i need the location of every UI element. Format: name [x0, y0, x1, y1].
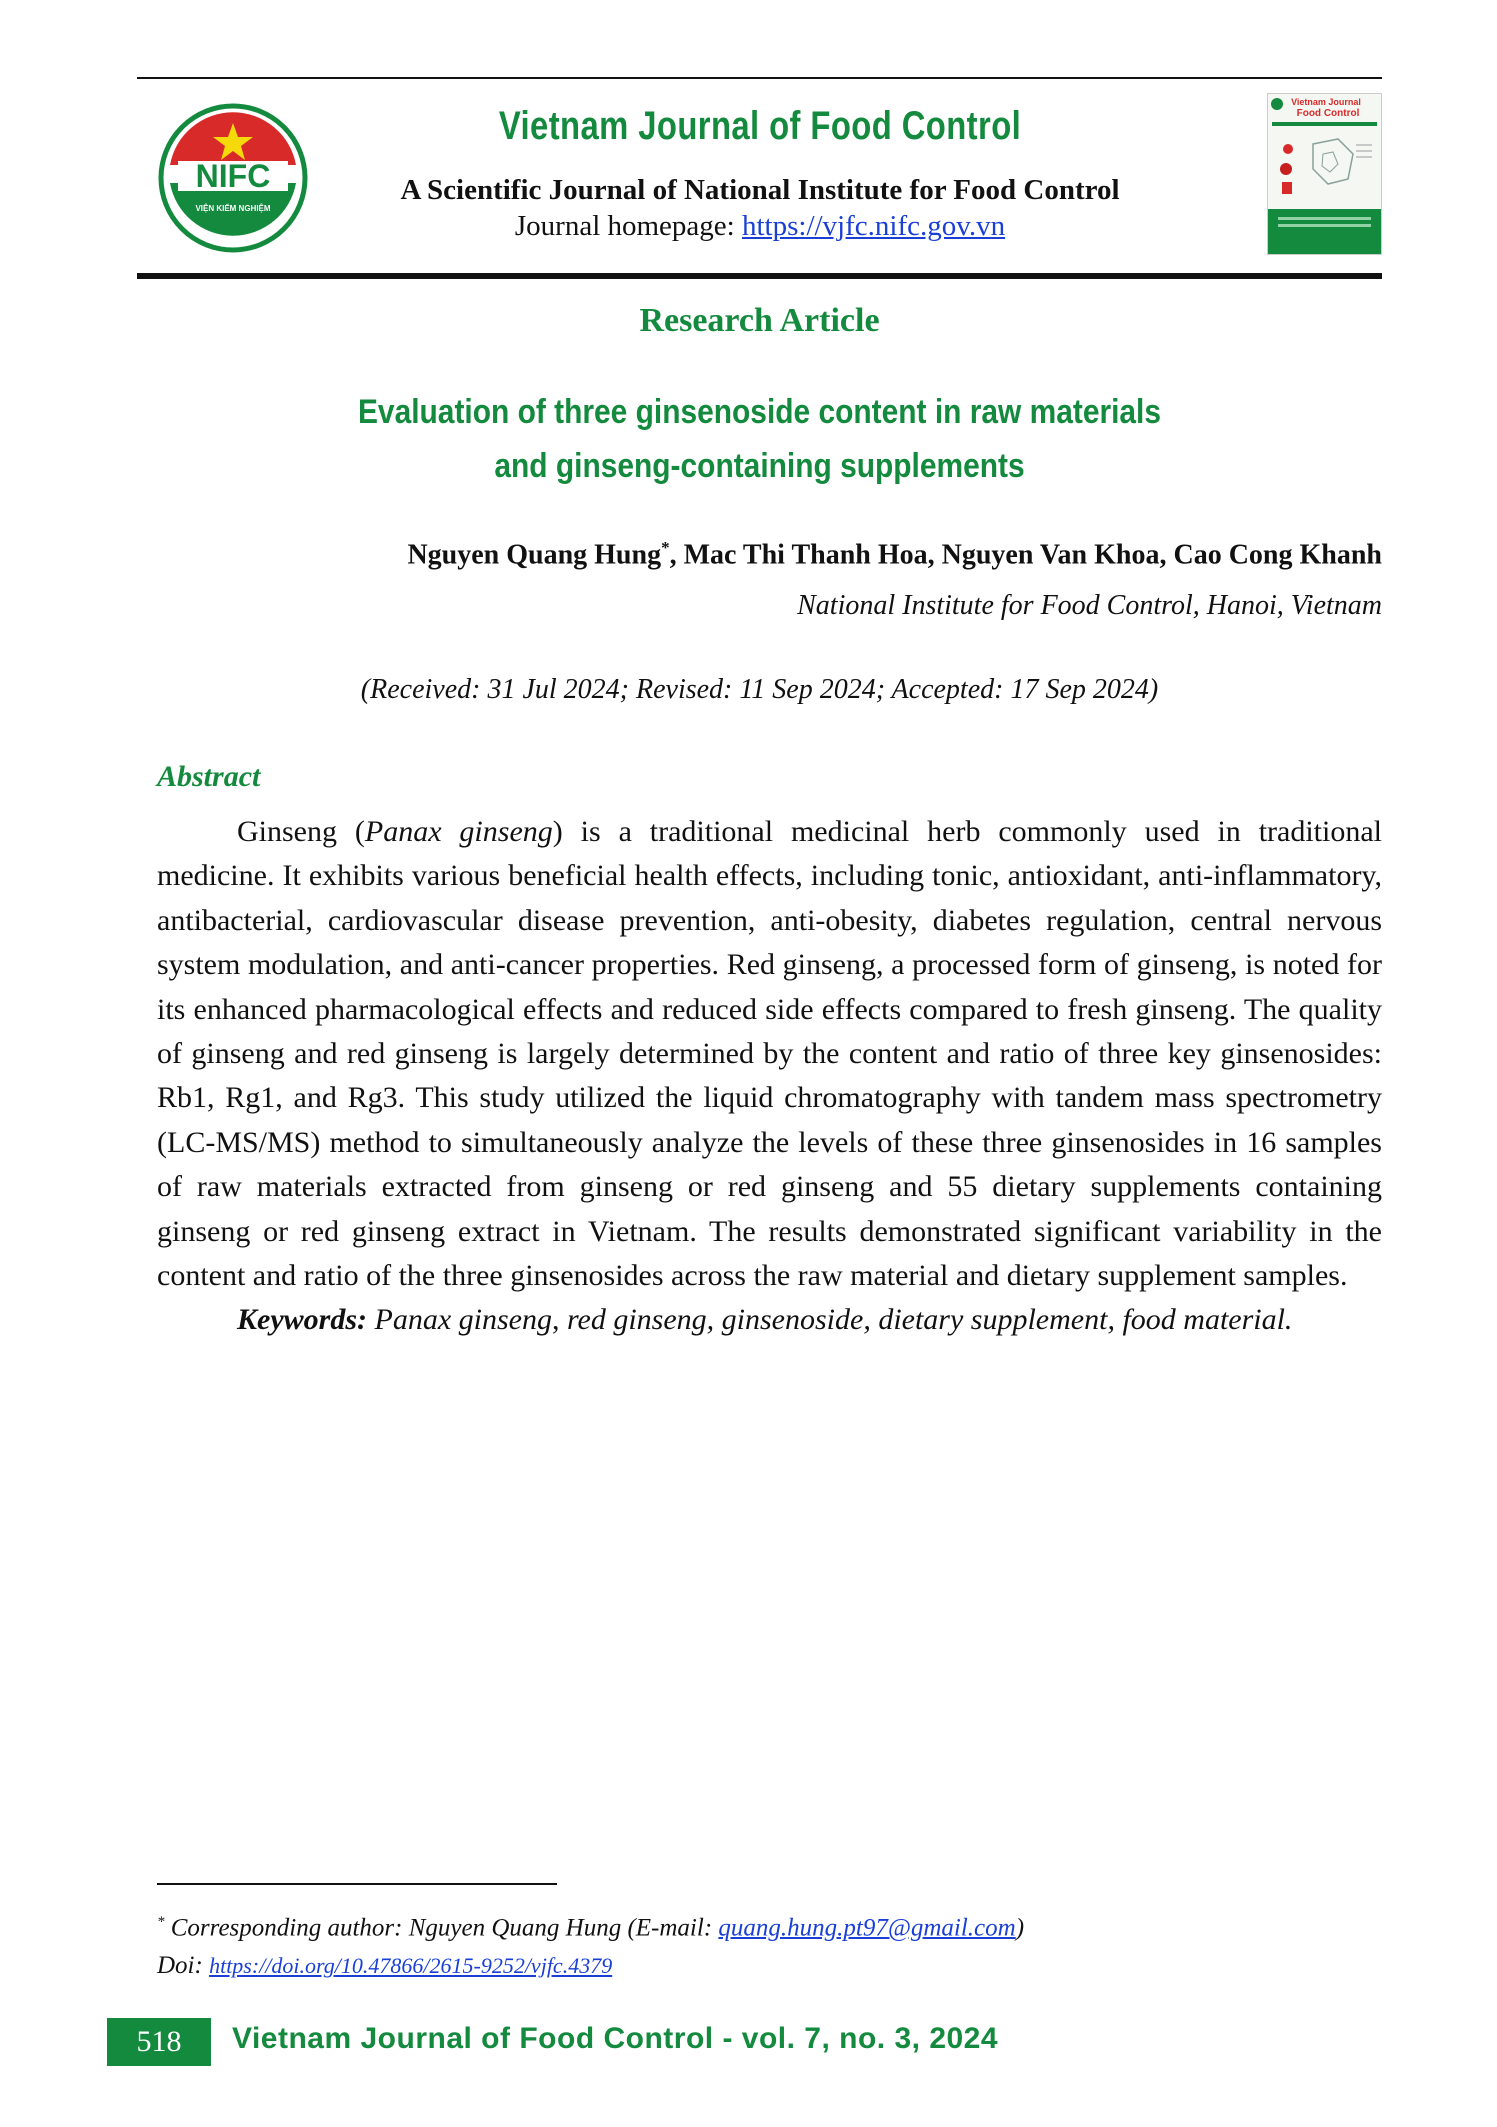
footer-journal-issue: Vietnam Journal of Food Control - vol. 7, no. 3, 2024 — [232, 2022, 999, 2055]
abstract-text-start: Ginseng ( — [237, 815, 365, 848]
keyword-first: Panax ginseng — [367, 1303, 552, 1337]
page-number: 518 — [107, 2018, 211, 2066]
corresponding-author: Nguyen Quang Hung — [407, 539, 662, 571]
journal-subtitle: A Scientific Journal of National Institute for Food Control — [400, 174, 1120, 206]
footnote-close-paren: ) — [1015, 1914, 1025, 1942]
keyword-separator: , — [551, 1303, 560, 1337]
abstract-species-name: Panax ginseng — [364, 815, 553, 848]
journal-title: Vietnam Journal of Food Control — [498, 104, 1022, 148]
logo-ring-text: VIỆN KIỂM NGHIỆM — [195, 204, 271, 213]
doi-link[interactable]: https://doi.org/10.47866/2615-9252/vjfc.4379 — [209, 1953, 613, 1979]
doi-label: Doi: — [157, 1952, 210, 1980]
footnote-rule — [157, 1883, 557, 1885]
abstract-text-rest: ) is a traditional medicinal herb commonly used in traditional medicine. It exhibits various beneficial health effects, including tonic, antioxidant, anti-inflammatory, antibacterial, cardiovascular disease prevention, anti-obesity, diabetes regulation, central nervous system modulation, and anti-cancer properties. Red ginseng, a processed form of ginseng, is noted for its enhanced pharmacological effects and reduced side effects compared to fresh ginseng. The quality of ginseng and red ginseng is largely determined by the content and ratio of three key ginsenosides: Rb1, Rg1, and Rg3. This study utilized the liquid chromatography with tandem mass spectrometry (LC-MS/MS) method to simultaneously analyze the levels of these three ginsenosides in 16 samples of raw materials extracted from ginseng or red ginseng and 55 dietary supplements containing ginseng or red ginseng extract in Vietnam. The results demonstrated significant variability in the content and ratio of the three ginsenosides across the raw material and dietary supplement samples. — [157, 815, 1383, 1293]
homepage-link[interactable]: https://vjfc.nifc.gov.vn — [741, 210, 1006, 242]
header-top-rule — [137, 77, 1382, 79]
author-affiliation: National Institute for Food Control, Hanoi, Vietnam — [797, 590, 1382, 621]
header-bottom-rule — [137, 273, 1382, 279]
abstract-heading: Abstract — [157, 760, 261, 793]
cover-title-line2: Food Control — [1296, 108, 1360, 119]
footnote-marker: * — [157, 1914, 165, 1930]
article-title — [137, 385, 1382, 493]
keywords-paragraph — [157, 1298, 1382, 1342]
author-list — [407, 538, 1382, 571]
author-email-link[interactable]: quang.hung.pt97@gmail.com — [718, 1914, 1016, 1942]
nifc-logo — [158, 103, 308, 253]
article-title-line-1: Evaluation of three ginsenoside content in raw materials — [357, 393, 1162, 431]
footnote-corresponding-text: Corresponding author: Nguyen Quang Hung (E-mail: — [164, 1914, 719, 1942]
journal-homepage — [340, 210, 1180, 243]
cover-title-line1: Vietnam Journal — [1291, 97, 1361, 107]
keywords-label: Keywords: — [237, 1303, 367, 1337]
abstract-body — [157, 810, 1382, 1343]
abstract-paragraph — [157, 810, 1382, 1298]
journal-cover-thumbnail[interactable] — [1267, 93, 1382, 255]
article-dates: (Received: 31 Jul 2024; Revised: 11 Sep 2024; Accepted: 17 Sep 2024) — [360, 674, 1159, 705]
doi-note — [157, 1947, 1024, 1985]
homepage-label: Journal homepage: — [514, 210, 742, 242]
co-authors: , Mac Thi Thanh Hoa, Nguyen Van Khoa, Cao Cong Khanh — [669, 539, 1382, 571]
corresponding-author-note — [157, 1903, 1024, 1947]
footnote — [157, 1903, 1024, 1985]
logo-text: NIFC — [195, 158, 271, 194]
keywords-rest: red ginseng, ginsenoside, dietary supplement, food material. — [559, 1303, 1293, 1337]
corresponding-author-marker: * — [661, 538, 670, 557]
article-type: Research Article — [639, 302, 880, 339]
article-title-line-2: and ginseng-containing supplements — [494, 447, 1025, 485]
